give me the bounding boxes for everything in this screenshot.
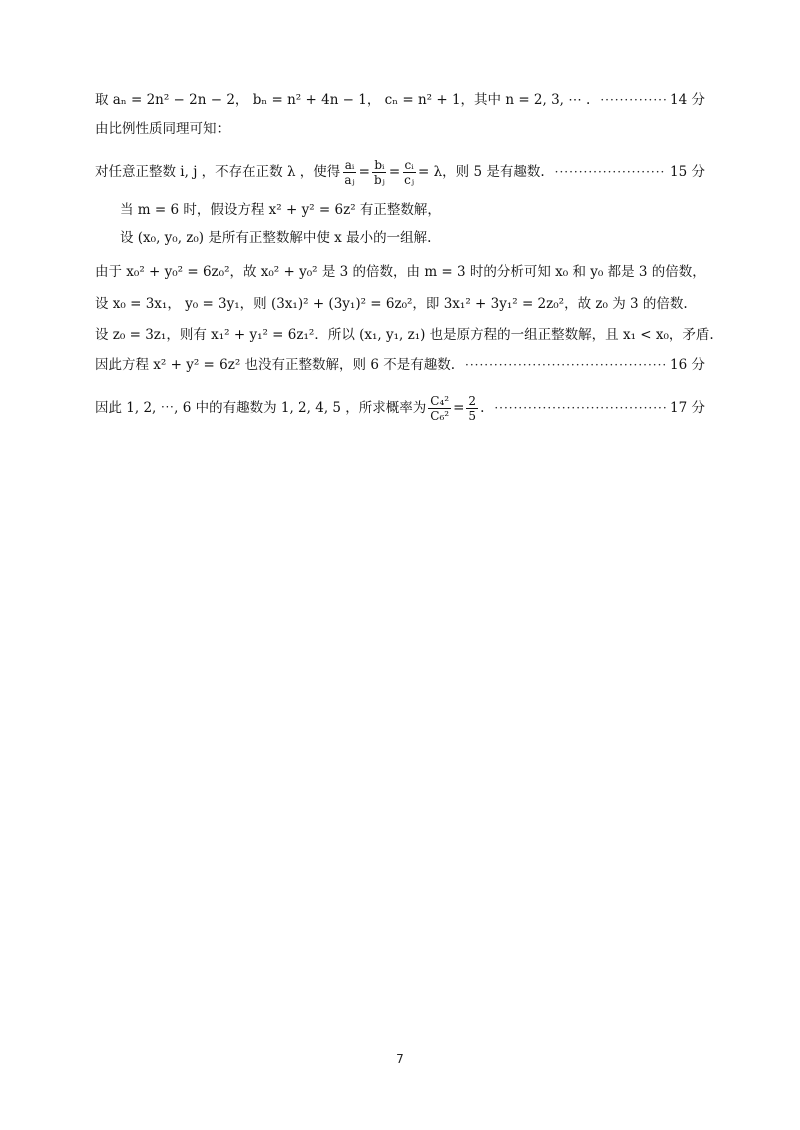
multiple-of-3-text: 由于 x₀² + y₀² = 6z₀²，故 x₀² + y₀² 是 3 的倍数，由 m = 3 时的分析可知 x₀ 和 y₀ 都是 3 的倍数， <box>95 264 706 280</box>
solution-line-9 <box>95 355 705 375</box>
score-marker: 14 分 <box>670 92 705 108</box>
fraction-c: $\frac{\text{cᵢ}}{\text{cⱼ}}$ <box>404 157 415 187</box>
leader-dots <box>600 90 666 110</box>
leader-dots <box>555 162 666 182</box>
fraction-result: $\frac{2}{5}$ <box>468 393 477 423</box>
solution-line-5 <box>120 228 705 248</box>
solution-line-8 <box>95 325 714 345</box>
score-marker: 16 分 <box>670 357 705 373</box>
equals-sign: = <box>388 164 401 180</box>
score-marker: 17 分 <box>670 400 705 416</box>
substitution-text: 设 x₀ = 3x₁， y₀ = 3y₁，则 (3x₁)² + (3y₁)² = 6z₀²，即 3x₁² + 3y₁² = 2z₀²，故 z₀ 为 3 的倍数. <box>95 296 688 312</box>
score-marker: 15 分 <box>670 164 705 180</box>
probability-lead: 因此 1, 2, ⋯, 6 中的有趣数为 1, 2, 4, 5 ，所求概率为 <box>95 400 427 416</box>
fraction-b: $\frac{\text{bᵢ}}{\text{bⱼ}}$ <box>373 157 385 187</box>
minimal-solution-text: 设 (x₀, y₀, z₀) 是所有正整数解中使 x 最小的一组解. <box>120 230 432 246</box>
equals-sign: = <box>358 164 370 180</box>
solution-line-3 <box>95 155 705 189</box>
equals-sign: = <box>453 400 465 416</box>
no-solution-conclusion: 因此方程 x² + y² = 6z² 也没有正整数解，则 6 不是有趣数. <box>95 357 456 373</box>
sequence-definitions: 取 aₙ = 2n² − 2n − 2， bₙ = n² + 4n − 1， cₙ = n² + 1，其中 n = 2, 3, ⋯ . <box>95 92 591 108</box>
solution-line-10 <box>95 390 705 426</box>
leader-dots <box>465 355 666 375</box>
page-number: 7 <box>396 1052 404 1066</box>
ratio-statement-lead: 对任意正整数 i, j ，不存在正数 λ ，使得 <box>95 164 341 180</box>
solution-line-6 <box>95 262 705 282</box>
case-m6-assumption: 当 m = 6 时，假设方程 x² + y² = 6z² 有正整数解， <box>120 202 441 218</box>
solution-line-1 <box>95 90 705 110</box>
proportion-property-text: 由比例性质同理可知： <box>95 121 230 137</box>
ratio-statement-tail: = λ，则 5 是有趣数. <box>418 164 545 180</box>
solution-line-4 <box>120 200 705 220</box>
probability-tail: . <box>480 400 485 416</box>
leader-dots <box>494 398 666 418</box>
fraction-combination: $\frac{\text{C₄²}}{\text{C₆²}}$ <box>430 393 450 423</box>
solution-line-7 <box>95 294 705 314</box>
contradiction-text: 设 z₀ = 3z₁，则有 x₁² + y₁² = 6z₁²．所以 (x₁, y₁, z₁) 也是原方程的一组正整数解，且 x₁ < x₀，矛盾. <box>95 327 714 343</box>
fraction-a: $\frac{\text{aᵢ}}{\text{aⱼ}}$ <box>344 157 355 187</box>
solution-line-2 <box>95 119 705 139</box>
